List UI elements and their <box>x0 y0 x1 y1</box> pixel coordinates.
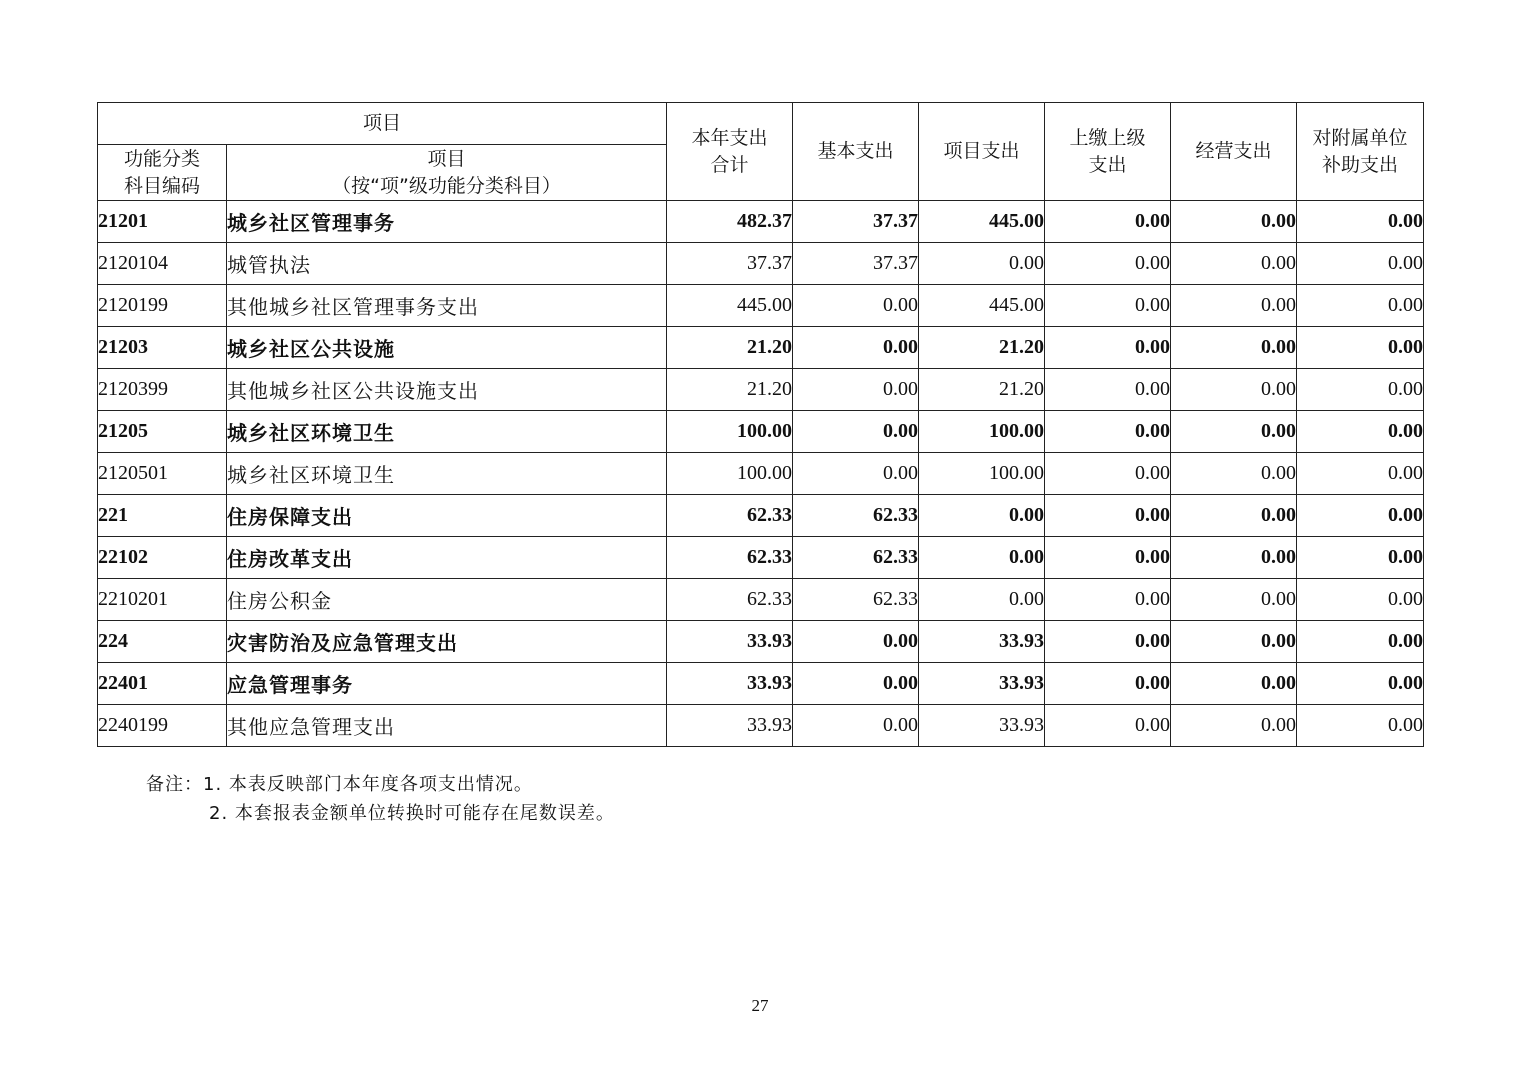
row-name: 其他城乡社区管理事务支出 <box>227 285 667 327</box>
row-subsidiary: 0.00 <box>1297 369 1424 411</box>
row-upper: 0.00 <box>1045 243 1171 285</box>
row-business: 0.00 <box>1171 285 1297 327</box>
row-business: 0.00 <box>1171 495 1297 537</box>
table-row <box>98 453 1424 495</box>
row-business: 0.00 <box>1171 537 1297 579</box>
table-row <box>98 705 1424 747</box>
row-basic: 62.33 <box>793 579 919 621</box>
row-item: 445.00 <box>919 285 1045 327</box>
table-row <box>98 411 1424 453</box>
row-item: 0.00 <box>919 495 1045 537</box>
row-code: 224 <box>98 621 227 663</box>
row-subsidiary: 0.00 <box>1297 243 1424 285</box>
header-basic: 基本支出 <box>793 103 919 201</box>
row-basic: 0.00 <box>793 327 919 369</box>
row-name: 其他应急管理支出 <box>227 705 667 747</box>
table-row <box>98 621 1424 663</box>
row-upper: 0.00 <box>1045 705 1171 747</box>
notes <box>146 770 615 828</box>
row-upper: 0.00 <box>1045 411 1171 453</box>
row-total: 33.93 <box>667 663 793 705</box>
row-business: 0.00 <box>1171 663 1297 705</box>
row-item: 0.00 <box>919 243 1045 285</box>
row-upper: 0.00 <box>1045 369 1171 411</box>
row-total: 33.93 <box>667 705 793 747</box>
note-line-1: 备注：1. 本表反映部门本年度各项支出情况。 <box>146 774 533 795</box>
row-subsidiary: 0.00 <box>1297 663 1424 705</box>
row-code: 22102 <box>98 537 227 579</box>
header-project: 项目 <box>98 103 667 145</box>
row-total: 62.33 <box>667 495 793 537</box>
row-basic: 0.00 <box>793 663 919 705</box>
row-name: 应急管理事务 <box>227 663 667 705</box>
row-basic: 62.33 <box>793 495 919 537</box>
row-item: 100.00 <box>919 411 1045 453</box>
table-row <box>98 369 1424 411</box>
table-row <box>98 327 1424 369</box>
header-upper: 上缴上级 支出 <box>1045 103 1171 201</box>
row-name: 住房改革支出 <box>227 537 667 579</box>
row-total: 21.20 <box>667 327 793 369</box>
row-upper: 0.00 <box>1045 537 1171 579</box>
row-upper: 0.00 <box>1045 453 1171 495</box>
row-item: 0.00 <box>919 579 1045 621</box>
row-name: 住房保障支出 <box>227 495 667 537</box>
row-business: 0.00 <box>1171 705 1297 747</box>
row-code: 2120104 <box>98 243 227 285</box>
row-code: 2120199 <box>98 285 227 327</box>
row-code: 2120399 <box>98 369 227 411</box>
row-basic: 0.00 <box>793 285 919 327</box>
row-upper: 0.00 <box>1045 495 1171 537</box>
row-business: 0.00 <box>1171 327 1297 369</box>
header-func-code: 功能分类 科目编码 <box>98 145 227 201</box>
row-subsidiary: 0.00 <box>1297 411 1424 453</box>
row-total: 445.00 <box>667 285 793 327</box>
table-row <box>98 663 1424 705</box>
header-total: 本年支出 合计 <box>667 103 793 201</box>
row-item: 100.00 <box>919 453 1045 495</box>
row-name: 城乡社区环境卫生 <box>227 453 667 495</box>
row-basic: 0.00 <box>793 411 919 453</box>
row-upper: 0.00 <box>1045 621 1171 663</box>
row-basic: 62.33 <box>793 537 919 579</box>
row-item: 33.93 <box>919 705 1045 747</box>
row-basic: 0.00 <box>793 705 919 747</box>
table-body <box>98 201 1424 747</box>
row-basic: 0.00 <box>793 453 919 495</box>
table-row <box>98 243 1424 285</box>
row-basic: 0.00 <box>793 369 919 411</box>
table-row <box>98 495 1424 537</box>
row-code: 21201 <box>98 201 227 243</box>
row-business: 0.00 <box>1171 201 1297 243</box>
row-business: 0.00 <box>1171 621 1297 663</box>
header-item: 项目支出 <box>919 103 1045 201</box>
row-total: 100.00 <box>667 453 793 495</box>
header-project-sub: 项目 （按“项”级功能分类科目） <box>227 145 667 201</box>
row-code: 2120501 <box>98 453 227 495</box>
row-code: 22401 <box>98 663 227 705</box>
row-basic: 37.37 <box>793 201 919 243</box>
row-item: 21.20 <box>919 327 1045 369</box>
row-item: 445.00 <box>919 201 1045 243</box>
row-name: 城管执法 <box>227 243 667 285</box>
row-name: 住房公积金 <box>227 579 667 621</box>
row-subsidiary: 0.00 <box>1297 495 1424 537</box>
row-upper: 0.00 <box>1045 663 1171 705</box>
row-name: 城乡社区公共设施 <box>227 327 667 369</box>
row-name: 城乡社区环境卫生 <box>227 411 667 453</box>
row-business: 0.00 <box>1171 369 1297 411</box>
row-total: 37.37 <box>667 243 793 285</box>
row-subsidiary: 0.00 <box>1297 201 1424 243</box>
row-subsidiary: 0.00 <box>1297 537 1424 579</box>
row-item: 21.20 <box>919 369 1045 411</box>
row-total: 62.33 <box>667 537 793 579</box>
row-basic: 0.00 <box>793 621 919 663</box>
row-total: 33.93 <box>667 621 793 663</box>
row-code: 221 <box>98 495 227 537</box>
row-name: 城乡社区管理事务 <box>227 201 667 243</box>
row-business: 0.00 <box>1171 579 1297 621</box>
row-total: 62.33 <box>667 579 793 621</box>
row-name: 灾害防治及应急管理支出 <box>227 621 667 663</box>
row-code: 21205 <box>98 411 227 453</box>
row-upper: 0.00 <box>1045 579 1171 621</box>
row-subsidiary: 0.00 <box>1297 453 1424 495</box>
row-business: 0.00 <box>1171 453 1297 495</box>
row-total: 100.00 <box>667 411 793 453</box>
row-basic: 37.37 <box>793 243 919 285</box>
table-header <box>98 103 1424 201</box>
row-code: 2210201 <box>98 579 227 621</box>
note-line-2: 2. 本套报表金额单位转换时可能存在尾数误差。 <box>209 803 615 824</box>
row-item: 33.93 <box>919 621 1045 663</box>
page-number: 27 <box>751 996 769 1015</box>
table-row <box>98 285 1424 327</box>
row-item: 33.93 <box>919 663 1045 705</box>
row-subsidiary: 0.00 <box>1297 285 1424 327</box>
row-code: 21203 <box>98 327 227 369</box>
row-subsidiary: 0.00 <box>1297 705 1424 747</box>
row-upper: 0.00 <box>1045 285 1171 327</box>
row-upper: 0.00 <box>1045 201 1171 243</box>
row-subsidiary: 0.00 <box>1297 621 1424 663</box>
row-item: 0.00 <box>919 537 1045 579</box>
row-code: 2240199 <box>98 705 227 747</box>
row-upper: 0.00 <box>1045 327 1171 369</box>
row-name: 其他城乡社区公共设施支出 <box>227 369 667 411</box>
table-row <box>98 201 1424 243</box>
header-subsidiary: 对附属单位 补助支出 <box>1297 103 1424 201</box>
row-business: 0.00 <box>1171 243 1297 285</box>
table-row <box>98 537 1424 579</box>
header-business: 经营支出 <box>1171 103 1297 201</box>
row-business: 0.00 <box>1171 411 1297 453</box>
row-subsidiary: 0.00 <box>1297 579 1424 621</box>
row-subsidiary: 0.00 <box>1297 327 1424 369</box>
row-total: 482.37 <box>667 201 793 243</box>
table-row <box>98 579 1424 621</box>
row-total: 21.20 <box>667 369 793 411</box>
expenditure-table <box>97 102 1424 747</box>
